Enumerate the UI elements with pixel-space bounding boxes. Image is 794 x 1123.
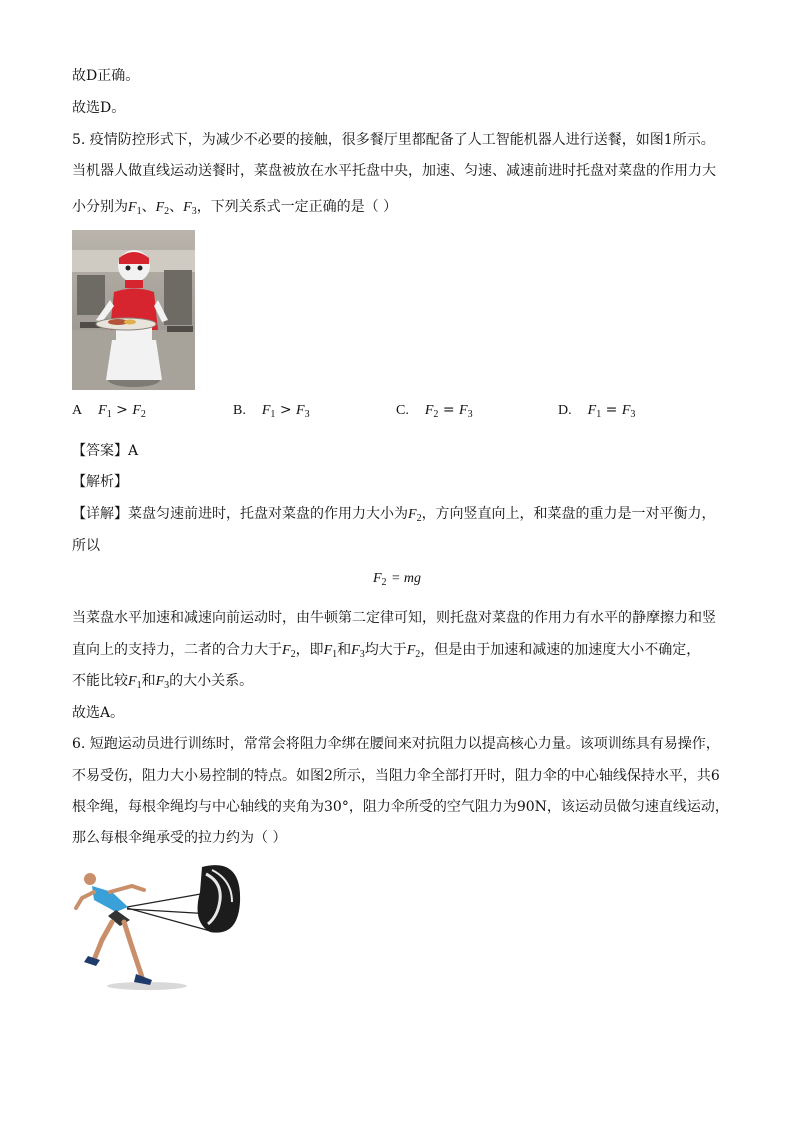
detail-line3: 当菜盘水平加速和减速向前运动时，由牛顿第二定律可知，则托盘对菜盘的作用力有水平的静摩擦力和竖 <box>72 610 716 626</box>
q5-text-line3: 小分别为$F_1$、$F_2$、$F_3$，下列关系式一定正确的是（ ） <box>72 199 398 217</box>
answer-value: A <box>128 443 139 459</box>
figure-1-robot-photo <box>72 230 195 390</box>
symbol-F1: $F_1$ <box>128 200 142 217</box>
q5-text-line2: 当机器人做直线运动送餐时，菜盘被放在水平托盘中央，加速、匀速、减速前进时托盘对菜盘的作用力大 <box>72 163 716 179</box>
answer-line <box>72 441 138 461</box>
symbol-F2: $F_2$ <box>155 200 170 217</box>
option-c[interactable]: C. $F_2 = F_3$ <box>396 402 473 420</box>
sprinter-parachute-image <box>72 852 244 992</box>
detail-line4: 直向上的支持力，二者的合力大于$F_2$，即$F_1$和$F_3$均大于$F_2$，但是由于加速和减速的加速度大小不确定， <box>72 642 701 660</box>
option-b[interactable]: B. $F_1 > F_3$ <box>233 402 310 420</box>
q6-text-line2: 不易受伤，阻力大小易控制的特点。如图2所示，当阻力伞全部打开时，阻力伞的中心轴线保持水平，共6 <box>72 768 720 784</box>
detail-tag: 【详解】 <box>72 506 128 522</box>
detail-line2: 所以 <box>72 538 100 554</box>
detail-line5: 不能比较$F_1$和$F_3$的大小关系。 <box>72 673 254 691</box>
option-a[interactable]: A $F_1 > F_2$ <box>72 402 146 420</box>
figure-2-sprinter-photo <box>72 852 244 992</box>
prev-conclusion: 故D正确。 <box>72 68 140 84</box>
option-d[interactable]: D. $F_1 = F_3$ <box>558 402 636 420</box>
q6-text-line3: 根伞绳，每根伞绳均与中心轴线的夹角为30°，阻力伞所受的空气阻力为90N，该运动员做匀速直线运动， <box>72 799 729 815</box>
analysis-tag: 【解析】 <box>72 474 128 490</box>
prev-choice: 故选D。 <box>72 100 126 116</box>
q5-text-line1: 5. 疫情防控形式下，为减少不必要的接触，很多餐厅里都配备了人工智能机器人进行送餐，如图1所示。 <box>72 132 715 148</box>
answer-tag: 【答案】 <box>72 443 128 459</box>
equation-F2-mg: $F_2$ = mg <box>372 571 422 588</box>
detail-line1: 【详解】菜盘匀速前进时，托盘对菜盘的作用力大小为$F_2$，方向竖直向上，和菜盘的重力是一对平衡力， <box>72 506 716 524</box>
robot-waiter-image <box>72 230 195 390</box>
q5-choice: 故选A。 <box>72 705 125 721</box>
q6-text-line4: 那么每根伞绳承受的拉力约为（ ） <box>72 830 287 846</box>
q6-text-line1: 6. 短跑运动员进行训练时，常常会将阻力伞绑在腰间来对抗阻力以提高核心力量。该项训练具有易操作， <box>72 736 720 752</box>
symbol-F3: $F_3$ <box>183 200 197 217</box>
